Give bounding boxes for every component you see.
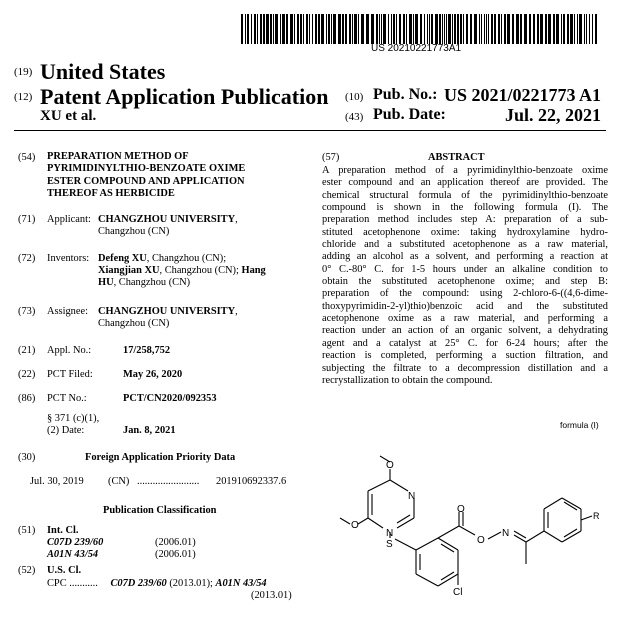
barcode-bar — [403, 14, 405, 44]
barcode-bar — [488, 14, 489, 44]
barcode-bar — [584, 14, 585, 44]
barcode-bar — [349, 14, 351, 44]
barcode-bar — [300, 14, 302, 44]
barcode-bar — [494, 14, 496, 44]
barcode-bar — [294, 14, 295, 44]
abstract-line: reaction is completed, performing a suction filtration, and — [322, 350, 608, 362]
abstract-line: stituted acetophenone oxime: taking hydroxylamine hydro- — [322, 226, 608, 238]
atom-n2: N — [386, 528, 394, 539]
priority-country: (CN) — [108, 476, 130, 487]
title-code: (54) — [18, 152, 36, 163]
applicant-row — [98, 214, 238, 226]
structure-bonds — [340, 456, 592, 586]
abstract-line: thoxypyrimidin-2-yl)thio)benzoic acid and the substituted — [322, 300, 608, 312]
atom-o4: O — [477, 535, 485, 546]
barcode-bar — [486, 14, 487, 44]
barcode-bar — [326, 14, 327, 44]
applicant-name: CHANGZHOU UNIVERSITY — [98, 214, 236, 225]
priority-dots: ........................ — [137, 476, 200, 487]
priority-heading: Foreign Application Priority Data — [85, 452, 236, 463]
intcl-2-year: (2006.01) — [155, 549, 196, 560]
abstract-line: chloride and a substituted acetophenone as a raw material, — [322, 239, 608, 251]
barcode-bar — [366, 14, 369, 44]
assignee-code: (73) — [18, 306, 36, 317]
intcl-2-code: A01N 43/54 — [47, 549, 99, 560]
barcode-bar — [574, 14, 575, 44]
barcode-bar — [474, 14, 477, 44]
header-rule — [14, 130, 606, 131]
barcode-bar — [524, 14, 527, 44]
assignee-name: CHANGZHOU UNIVERSITY — [98, 306, 236, 317]
barcode-bar — [286, 14, 288, 44]
s371-date-value: Jan. 8, 2021 — [123, 425, 176, 436]
barcode-bar — [540, 14, 543, 44]
code-43: (43) — [345, 111, 364, 123]
barcode-bar — [520, 14, 522, 44]
atom-s: S — [386, 539, 393, 550]
barcode-bar — [452, 14, 453, 44]
inventors-label: Inventors: — [47, 253, 90, 264]
barcode-bar — [328, 14, 330, 44]
barcode-bar — [381, 14, 382, 44]
barcode-bar — [263, 14, 265, 44]
pub-date-label: Pub. Date: — [373, 106, 446, 123]
inventors-code: (72) — [18, 253, 36, 264]
barcode-bar — [309, 14, 310, 44]
barcode-bar — [333, 14, 336, 44]
barcode-bar — [427, 14, 428, 44]
atom-cl: Cl — [453, 587, 463, 598]
barcode-bar — [345, 14, 347, 44]
code-19: (19) — [14, 66, 33, 78]
barcode-bar — [251, 14, 252, 44]
barcode-bar — [280, 14, 281, 44]
barcode-bar — [529, 14, 531, 44]
inventor-1 — [98, 253, 226, 265]
abstract-line: adding an alcohol as a solvent, and performing a reaction at — [322, 251, 608, 263]
atom-n1: N — [408, 491, 416, 502]
abstract-line: agent and a catalyst at 25° C. for 6-24 hours; after the — [322, 337, 608, 349]
barcode-bar — [257, 14, 258, 44]
cpc-1-year: (2013.01); — [169, 578, 213, 589]
barcode-bar — [388, 14, 389, 44]
barcode — [241, 14, 598, 44]
barcode-bar — [463, 14, 464, 44]
barcode-bar — [561, 14, 562, 44]
barcode-bar — [431, 14, 433, 44]
barcode-bar — [484, 14, 485, 44]
title-line: PREPARATION METHOD OF — [47, 151, 189, 162]
barcode-bar — [338, 14, 341, 44]
uscl-code: (52) — [18, 565, 36, 576]
barcode-bar — [553, 14, 555, 44]
barcode-bar — [457, 14, 459, 44]
barcode-bar — [318, 14, 320, 44]
publication-classification-heading: Publication Classification — [103, 505, 217, 516]
atom-n3: N — [502, 528, 510, 539]
title-line: ESTER COMPOUND AND APPLICATION — [47, 175, 245, 187]
abstract-line: subjecting the filtrate to a decompression distillation and a — [322, 362, 608, 374]
barcode-bar — [548, 14, 551, 44]
barcode-bar — [504, 14, 506, 44]
barcode-bar — [501, 14, 502, 44]
appl-code: (21) — [18, 345, 36, 356]
cpc-line — [47, 578, 267, 590]
doc-type-title: Patent Application Publication — [40, 84, 329, 109]
inventor-3-name-b: HU — [98, 277, 114, 288]
barcode-bar — [270, 14, 272, 44]
barcode-bar — [312, 14, 313, 44]
barcode-bar — [420, 14, 422, 44]
atom-o3: O — [457, 504, 465, 515]
intcl-label: Int. Cl. — [47, 525, 79, 536]
barcode-bar — [481, 14, 482, 44]
assignee-city: Changzhou (CN) — [98, 318, 170, 329]
barcode-bar — [589, 14, 590, 44]
atom-o2: O — [351, 520, 359, 531]
barcode-bar — [537, 14, 539, 44]
barcode-bar — [533, 14, 535, 44]
barcode-bar — [354, 14, 357, 44]
barcode-bar — [247, 14, 249, 44]
assignee-label: Assignee: — [47, 306, 88, 317]
cpc-1-code: C07D 239/60 — [110, 578, 167, 589]
priority-date: Jul. 30, 2019 — [30, 476, 84, 487]
s371-label: § 371 (c)(1), — [47, 413, 100, 424]
barcode-bar — [342, 14, 344, 44]
applicant-label: Applicant: — [47, 214, 91, 225]
uscl-label: U.S. Cl. — [47, 565, 82, 576]
inventor-3-loc: , Changzhou (CN) — [113, 277, 191, 288]
barcode-bar — [570, 14, 573, 44]
barcode-bar — [406, 14, 407, 44]
applicant-code: (71) — [18, 214, 36, 225]
assignee-row — [98, 306, 238, 318]
barcode-bar — [567, 14, 569, 44]
barcode-bar — [579, 14, 582, 44]
intcl-1-code: C07D 239/60 — [47, 537, 104, 548]
intcl-1-year: (2006.01) — [155, 537, 196, 548]
barcode-bar — [439, 14, 441, 44]
abstract-line: chemical structural formula of the pyrimidinylthio-benzoate — [322, 189, 608, 201]
barcode-bar — [448, 14, 451, 44]
invention-title — [47, 151, 245, 201]
title-line: PYRIMIDINYLTHIO-BENZOATE OXIME — [47, 163, 246, 175]
formula-label: formula (I) — [560, 420, 599, 430]
barcode-bar — [454, 14, 456, 44]
barcode-bar — [321, 14, 324, 44]
barcode-bar — [275, 14, 278, 44]
intcl-code: (51) — [18, 525, 36, 536]
pct-no-value: PCT/CN2020/092353 — [123, 393, 217, 404]
inventor-2-name: Xiangjian XU — [98, 265, 160, 276]
abstract-line: ester compound and an application thereof are provided. The — [322, 177, 608, 189]
pub-no-label: Pub. No.: — [373, 86, 438, 103]
barcode-bar — [241, 14, 243, 44]
pct-filed-code: (22) — [18, 369, 36, 380]
cpc-dots: ........... — [69, 578, 98, 589]
barcode-bar — [491, 14, 493, 44]
barcode-bar — [415, 14, 418, 44]
assignee-comma: , — [235, 306, 238, 317]
barcode-bar — [358, 14, 359, 44]
barcode-bar — [592, 14, 593, 44]
barcode-bar — [595, 14, 597, 44]
applicant-comma: , — [235, 214, 238, 225]
abstract-line: reaction under an action of an organic solvent, a dehydrating — [322, 325, 608, 337]
abstract-text — [322, 165, 608, 387]
pct-filed-label: PCT Filed: — [47, 369, 93, 380]
barcode-bar — [371, 14, 374, 44]
cpc-label: CPC — [47, 578, 67, 589]
barcode-bar — [444, 14, 445, 44]
abstract-heading: ABSTRACT — [428, 152, 485, 163]
code-10: (10) — [345, 91, 364, 103]
barcode-bar — [577, 14, 578, 44]
barcode-bar — [470, 14, 472, 44]
pub-date-value: Jul. 22, 2021 — [505, 105, 602, 125]
barcode-bar — [273, 14, 274, 44]
barcode-bar — [413, 14, 414, 44]
appl-value: 17/258,752 — [123, 345, 171, 356]
barcode-bar — [442, 14, 443, 44]
barcode-bar — [245, 14, 246, 44]
barcode-bar — [303, 14, 304, 44]
pub-no-value: US 2021/0221773 A1 — [444, 85, 602, 105]
abstract-line: preparation of the compound: using 2-chloro-6-((4,6-dime- — [322, 288, 608, 300]
barcode-bar — [306, 14, 308, 44]
cpc-2-code: A01N 43/54 — [215, 578, 267, 589]
priority-number: 201910692337.6 — [216, 476, 287, 487]
abstract-line: preparation method includes step A: preparation of a sub- — [322, 214, 608, 226]
applicant-city: Changzhou (CN) — [98, 226, 170, 237]
abstract-line: obtain the substituted acetophenone oxime; and step B: — [322, 276, 608, 288]
barcode-bar — [361, 14, 364, 44]
barcode-bar — [479, 14, 480, 44]
abstract-code: (57) — [322, 152, 340, 163]
barcode-bar — [315, 14, 317, 44]
barcode-bar — [266, 14, 269, 44]
pct-no-label: PCT No.: — [47, 393, 87, 404]
barcode-bar — [399, 14, 401, 44]
barcode-bar — [393, 14, 395, 44]
barcode-bar — [396, 14, 397, 44]
inventor-3 — [98, 277, 190, 289]
atom-o1: O — [386, 460, 394, 471]
barcode-bar — [498, 14, 500, 44]
barcode-bar — [254, 14, 256, 44]
pct-no-code: (86) — [18, 393, 36, 404]
inventor-2 — [98, 265, 266, 277]
barcode-bar — [297, 14, 299, 44]
s371-date-label: (2) Date: — [47, 425, 85, 436]
inventor-1-name: Defeng XU — [98, 253, 147, 264]
abstract-line: 0° C.-80° C. for 1-5 hours under an alkaline condition to — [322, 263, 608, 275]
barcode-bar — [290, 14, 293, 44]
appl-label: Appl. No.: — [47, 345, 92, 356]
barcode-bar — [507, 14, 510, 44]
cpc-2-year: (2013.01) — [251, 590, 292, 601]
barcode-bar — [260, 14, 262, 44]
country-title: United States — [40, 59, 166, 84]
title-line: THEREOF AS HERBICIDE — [47, 188, 175, 200]
barcode-number: US 20210221773A1 — [371, 43, 462, 54]
barcode-bar — [376, 14, 378, 44]
barcode-bar — [424, 14, 425, 44]
barcode-bar — [435, 14, 438, 44]
barcode-bar — [352, 14, 353, 44]
barcode-bar — [563, 14, 565, 44]
barcode-bar — [516, 14, 519, 44]
abstract-line: recrystallization to obtain the compound. — [322, 374, 493, 386]
barcode-bar — [586, 14, 587, 44]
inventor-3-name-a: Hang — [241, 265, 266, 276]
chemical-structure — [318, 432, 618, 628]
inventor-1-loc: , Changzhou (CN); — [146, 253, 227, 264]
barcode-bar — [512, 14, 514, 44]
barcode-bar — [466, 14, 468, 44]
barcode-bar — [446, 14, 447, 44]
barcode-bar — [282, 14, 285, 44]
barcode-bar — [379, 14, 380, 44]
barcode-bar — [331, 14, 332, 44]
barcode-bar — [391, 14, 392, 44]
barcode-bar — [383, 14, 386, 44]
atom-r: R — [593, 511, 600, 521]
barcode-bar — [545, 14, 547, 44]
barcode-bar — [409, 14, 412, 44]
barcode-bar — [429, 14, 430, 44]
abstract-line: acetophenone oxime as a raw material, and performing a — [322, 313, 608, 325]
barcode-bar — [460, 14, 462, 44]
inventor-2-loc: , Changzhou (CN); — [159, 265, 239, 276]
abstract-line: A preparation method of a pyrimidinylthio-benzoate oxime — [322, 165, 608, 176]
priority-code: (30) — [18, 452, 36, 463]
barcode-bar — [556, 14, 559, 44]
abstract-line: compound is shown in the following formula (I). The — [322, 202, 608, 214]
code-12: (12) — [14, 91, 33, 103]
pct-filed-value: May 26, 2020 — [123, 369, 183, 380]
inventor-short: XU et al. — [40, 108, 97, 124]
